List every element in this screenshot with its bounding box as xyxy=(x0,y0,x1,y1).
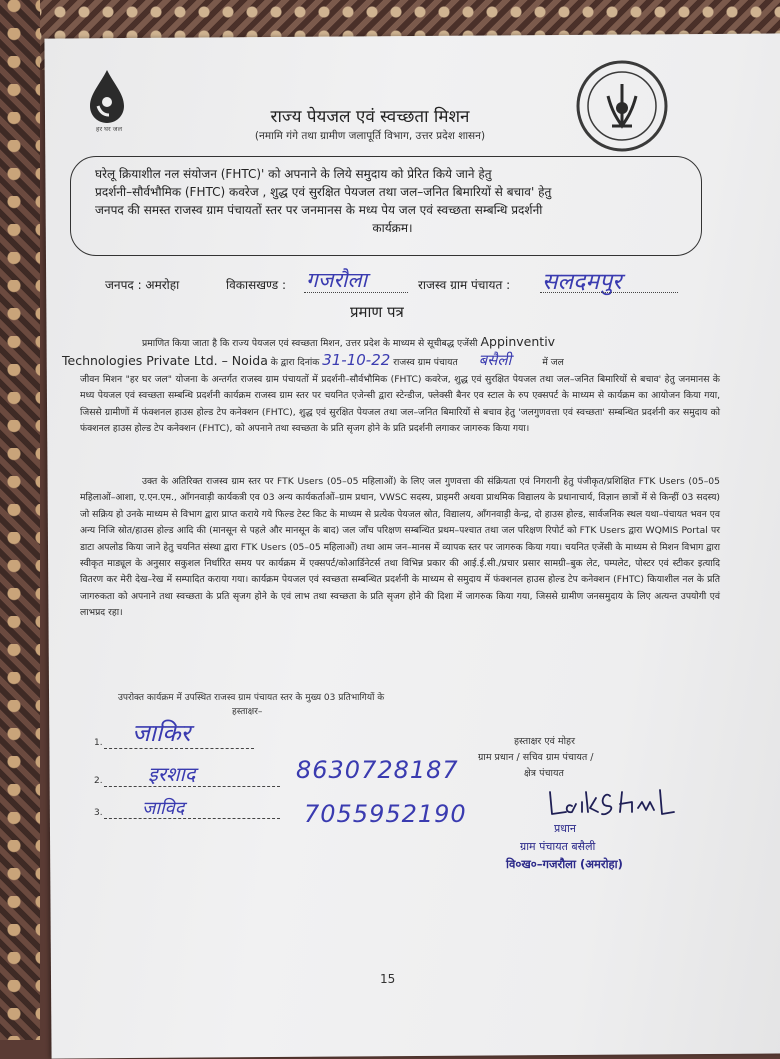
representatives-signature-label: हस्ताक्षर– xyxy=(232,707,263,717)
signatory-designation: ग्राम प्रधान / सचिव ग्राम पंचायत / xyxy=(478,752,594,763)
topic-line-3: जनपद की समस्त राजस्व ग्राम पंचायतों स्तर पर जनमानस के मध्य पेय जल एवं स्वच्छता सम्बन्धि प्रदर्शनी xyxy=(95,203,543,217)
carpet-background-left xyxy=(0,0,40,1040)
page-subtitle: (नमामि गंगे तथा ग्रामीण जलापूर्ति विभाग, उत्तर प्रदेश शासन) xyxy=(254,130,486,142)
block-underline xyxy=(304,292,408,293)
program-date-handwritten: 31-10-22 xyxy=(322,351,391,370)
stamp-line-1: प्रधान xyxy=(554,822,576,835)
up-government-emblem-icon xyxy=(572,56,672,156)
district-label: जनपद : अमरोहा xyxy=(105,278,180,292)
gram-panchayat-handwritten: बसैली xyxy=(478,351,512,370)
block-handwritten: गजरौला xyxy=(306,268,368,292)
representatives-intro: उपरोक्त कार्यक्रम में उपस्थित राजस्व ग्राम पंचायत स्तर के मुख्य 03 प्रतिभागियों के xyxy=(118,693,385,703)
para1-gp-label: राजस्व ग्राम पंचायत xyxy=(393,357,458,369)
representative-3-phone: 7055952190 xyxy=(304,800,467,828)
certificate-paragraph-1 xyxy=(62,334,720,437)
certificate-title: प्रमाण पत्र xyxy=(350,303,404,321)
signature-seal-label: हस्ताक्षर एवं मोहर xyxy=(514,736,575,747)
agency-name-1: Appinventiv xyxy=(480,334,556,349)
signatory-area: क्षेत्र पंचायत xyxy=(524,768,564,779)
representative-2-signature: इरशाद xyxy=(148,762,196,786)
representative-3-number: 3. xyxy=(94,808,103,818)
pradhan-signature xyxy=(546,786,676,826)
jal-jeevan-logo xyxy=(82,66,132,136)
para2-body: उक्त के अतिरिक्त राजस्व ग्राम स्तर पर FTK Users (05–05 महिलाओं) के लिए जल गुणवत्ता की संक्रियता एवं निगरानी हेतु पंजीकृत/प्रशिक्षित FTK Users (05–05 महिलाओं–आशा, ए.एन.एम., आँगनवाड़ी कार्यकत्री एव 03 अन्य कार्यकर्ताओं–ग्राम प्रधान, VWSC सदस्य, प्राइमरी अथवा प्राथमिक विद्यालय के प्रधानाचार्य, विज्ञान छात्रों में से किन्हीं 03 सदस्य) जो सक्रिय हो उनके माध्यम से विभाग द्वारा प्राप्त कराये गये फिल्ड टेस्ट किट के माध्यम से प्रत्येक पेयजल स्रोत, विद्यालय, आँगनवाड़ी केन्द्र, दो हाउस होल्ड, सार्वजनिक स्थल यथा–पंचायत भवन एव अन्य निजि स्रोत/हाउस होल्ड आदि की (मानसून से पहले और मानसून के बाद) जल जाँच परिक्षण सम्बन्धित प्रथम–पश्चात तथा जल परिक्षण रिपोर्ट को FTK Users द्वारा WQMIS Portal पर डाटा अपलोड किया जाने हेतु चयनित संस्था द्वारा FTK Users (05–05 महिलाओं) तथा आम जन–मानस में व्यापक स्तर पर जागरुक किया गया। चयनित एजेंसी के माध्यम से मिशन विभाग द्वारा स्वीकृत माड्यूल के अनुसार सकुशल निर्धारित समय पर कार्यक्रम में एक्सपर्ट/कोआर्डिनेटर्स तथा विभिन्न प्रकार की आई.ई.सी./प्रचार प्रसार सामग्री–बुक लेट, पम्पलेट, पोस्टर एवं स्टीकर इत्यादि वितरण कर मेरी देख–रेख में सम्पादित कराया गया। कार्यक्रम पेयजल एवं स्वच्छता सम्बन्धित प्रदर्शनी के माध्यम से समुदाय में फंक्शनल हाउस होल्ड टेप कनेक्शन (FHTC) कियाशील नल के प्रति जागरुकता को अपनाने तथा स्वच्छता के प्रति सृजग होने के एवं लाभ तथा स्वच्छता के प्रति सृजग होने की दिशा में जागरुक किया गया, जिससे ग्रामीण जनसमुदाय के लिए अत्यन्त उपयोगी एवं लाभप्रद रहा। xyxy=(80,476,720,619)
topic-text xyxy=(95,165,690,237)
stamp-line-2: ग्राम पंचायत बसैली xyxy=(520,840,596,853)
representative-3-line xyxy=(104,818,280,819)
representative-2-phone: 8630728187 xyxy=(296,756,459,784)
certificate-paragraph-2 xyxy=(80,474,720,622)
representative-1-signature: जाकिर xyxy=(132,719,191,747)
para1-date-label: के द्वारा दिनांक xyxy=(270,357,320,369)
agency-name-2: Technologies Private Ltd. – Noida xyxy=(62,353,268,369)
logo-tagline: हर घर जल xyxy=(96,125,122,133)
page-title: राज्य पेयजल एवं स्वच्छता मिशन xyxy=(270,107,470,127)
page-number: 15 xyxy=(380,972,396,986)
para1-jal-label: में जल xyxy=(542,357,564,369)
para1-body: जीवन मिशन "हर घर जल" योजना के अन्तर्गत राजस्व ग्राम पंचायतों में प्रदर्शनी–सौर्वभौमिक (FHTC) कवरेज, शुद्ध एवं सुरक्षित पेयजल तथा जल–जनित बिमारियों से बचाव' हेतु जनमानस के मध्य पेयजल एवं स्वच्छता सम्बन्धि प्रदर्शनी कार्यक्रम राजस्व ग्राम स्तर पर चयनित एजेन्सी द्वारा स्टेन्डीज, फ्लेक्सी बैनर एव स्टाल के रुप एक्सपर्ट के माध्यम से कार्यक्रम का आयोजन किया गया, जिससे ग्रामीणों में फंक्शनल हाउस होल्ड टेप कनेक्शन (FHTC), शुद्ध एवं सुरक्षित पेयजल तथा जल–जनित बिमारियों से बचाव हेतु 'जलगुणवत्ता एवं स्वच्छता' सम्बन्धित प्रदर्शनी कर समुदाय को फंक्शनल हाउस होल्ड टेप कनेक्शन (FHTC), को अपनाने तथा स्वच्छता के प्रति सृजग होने के प्रति प्रदर्शनी लगाकर जागरुक किया गया। xyxy=(80,373,720,435)
para1-line1: प्रमाणित किया जाता है कि राज्य पेयजल एवं स्वच्छता मिशन, उत्तर प्रदेश के माध्यम से सूचीबद्ध एजेंसी xyxy=(142,338,478,349)
panchayat-handwritten: सलदमपुर xyxy=(542,269,622,295)
stamp-line-3: वि०ख०–गजरौला (अमरोहा) xyxy=(506,857,623,871)
topic-line-2: प्रदर्शनी–सौर्वभौमिक (FHTC) कवरेज , शुद्ध एवं सुरक्षित पेयजल तथा जल–जनित बिमारियों से बचाव' हेतु xyxy=(95,185,552,199)
representative-2-number: 2. xyxy=(94,776,103,786)
panchayat-label: राजस्व ग्राम पंचायत : xyxy=(418,278,511,292)
topic-line-4: कार्यक्रम। xyxy=(372,221,413,235)
panchayat-underline xyxy=(540,292,678,293)
representative-1-number: 1. xyxy=(94,738,103,748)
representative-3-signature: जाविद xyxy=(142,798,185,819)
topic-line-1: घरेलू क्रियाशील नल संयोजन (FHTC)' को अपनाने के लिये समुदाय को प्रेरित किये जाने हेतु xyxy=(95,167,492,181)
block-label: विकासखण्ड : xyxy=(226,278,287,292)
